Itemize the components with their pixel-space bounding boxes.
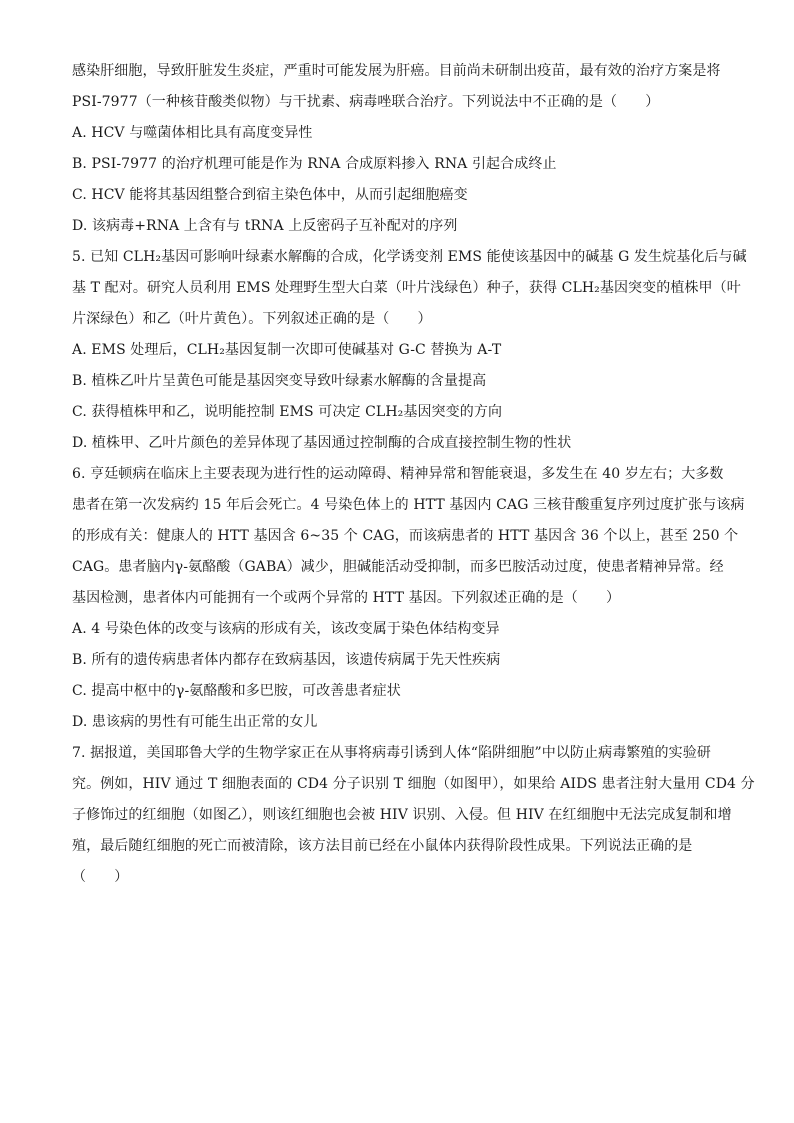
option-line: D. 患该病的男性有可能生出正常的女儿 xyxy=(72,714,318,730)
question-line: 殖，最后随红细胞的死亡而被清除，该方法目前已经在小鼠体内获得阶段性成果。下列说法正确的是 xyxy=(72,838,693,854)
question-line: 究。例如，HIV 通过 T 细胞表面的 CD4 分子识别 T 细胞（如图甲），如果给 AIDS 患者注射大量用 CD4 分 xyxy=(72,776,755,792)
question-line: 片深绿色）和乙（叶片黄色）。下列叙述正确的是（ ） xyxy=(72,311,432,327)
text-line: 感染肝细胞，导致肝脏发生炎症，严重时可能发展为肝癌。目前尚未研制出疫苗，最有效的治疗方案是将 xyxy=(72,63,721,79)
option-line: D. 该病毒+RNA 上含有与 tRNA 上反密码子互补配对的序列 xyxy=(72,218,458,234)
option-line: C. 提高中枢中的γ-氨酪酸和多巴胺，可改善患者症状 xyxy=(72,683,401,699)
question-line: 患者在第一次发病约 15 年后会死亡。4 号染色体上的 HTT 基因内 CAG 三核苷酸重复序列过度扩张与该病 xyxy=(72,497,745,513)
question-line: 5. 已知 CLH₂基因可影响叶绿素水解酶的合成，化学诱变剂 EMS 能使该基因中的碱基 G 发生烷基化后与碱 xyxy=(72,249,747,265)
question-line: 基因检测，患者体内可能拥有一个或两个异常的 HTT 基因。下列叙述正确的是（ ） xyxy=(72,590,621,606)
question-line: 7. 据报道，美国耶鲁大学的生物学家正在从事将病毒引诱到人体“陷阱细胞”中以防止病毒繁殖的实验研 xyxy=(72,745,711,761)
question-line: CAG。患者脑内γ-氨酪酸（GABA）减少，胆碱能活动受抑制，而多巴胺活动过度，使患者精神异常。经 xyxy=(72,559,724,575)
text-line: PSI-7977（一种核苷酸类似物）与干扰素、病毒唑联合治疗。下列说法中不正确的是（ ） xyxy=(72,94,660,110)
question-line: 6. 亨廷顿病在临床上主要表现为进行性的运动障碍、精神异常和智能衰退，多发生在 40 岁左右；大多数 xyxy=(72,466,724,482)
option-line: A. 4 号染色体的改变与该病的形成有关，该改变属于染色体结构变异 xyxy=(72,621,500,637)
option-line: B. 植株乙叶片呈黄色可能是基因突变导致叶绿素水解酶的含量提高 xyxy=(72,373,487,389)
document-page xyxy=(72,62,755,899)
option-line: A. HCV 与噬菌体相比具有高度变异性 xyxy=(72,125,313,141)
question-line: 基 T 配对。研究人员利用 EMS 处理野生型大白菜（叶片浅绿色）种子，获得 CLH₂基因突变的植株甲（叶 xyxy=(72,280,741,296)
question-line: （ ） xyxy=(72,869,129,885)
question-line: 的形成有关：健康人的 HTT 基因含 6~35 个 CAG，而该病患者的 HTT 基因含 36 个以上，甚至 250 个 xyxy=(72,528,739,544)
option-line: A. EMS 处理后，CLH₂基因复制一次即可使碱基对 G-C 替换为 A-T xyxy=(72,342,502,358)
option-line: D. 植株甲、乙叶片颜色的差异体现了基因通过控制酶的合成直接控制生物的性状 xyxy=(72,435,572,451)
option-line: B. 所有的遗传病患者体内都存在致病基因，该遗传病属于先天性疾病 xyxy=(72,652,501,668)
question-line: 子修饰过的红细胞（如图乙），则该红细胞也会被 HIV 识别、入侵。但 HIV 在红细胞中无法完成复制和增 xyxy=(72,807,732,823)
option-line: B. PSI-7977 的治疗机理可能是作为 RNA 合成原料掺入 RNA 引起合成终止 xyxy=(72,156,557,172)
option-line: C. 获得植株甲和乙，说明能控制 EMS 可决定 CLH₂基因突变的方向 xyxy=(72,404,503,420)
option-line: C. HCV 能将其基因组整合到宿主染色体中，从而引起细胞癌变 xyxy=(72,187,468,203)
